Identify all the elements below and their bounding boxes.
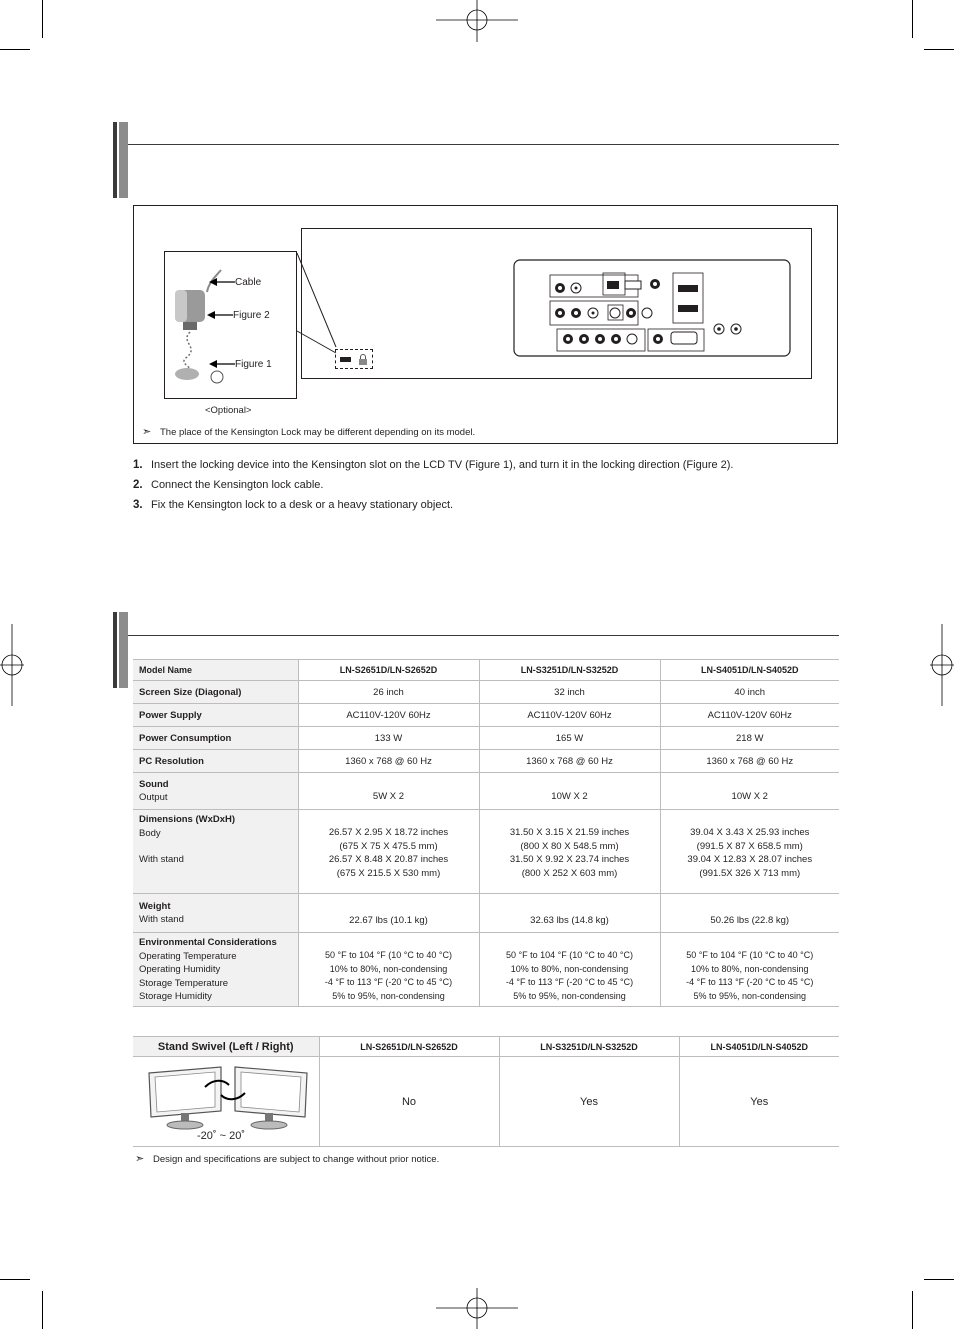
dimension-line: (675 X 75 X 475.5 mm) bbox=[339, 840, 438, 852]
installation-steps bbox=[133, 455, 734, 515]
table-cell: 32.63 lbs (14.8 kg) bbox=[479, 894, 660, 933]
registration-mark-top bbox=[436, 0, 518, 42]
environment-line: -4 °F to 113 °F (-20 °C to 45 °C) bbox=[686, 977, 814, 987]
environment-line: 5% to 95%, non-condensing bbox=[332, 990, 445, 1001]
step-number: 3. bbox=[133, 499, 143, 511]
dimensions-cell bbox=[479, 810, 660, 894]
table-cell: AC110V-120V 60Hz bbox=[479, 704, 660, 727]
model-column-header: LN-S2651D/LN-S2652D bbox=[298, 660, 479, 681]
dimension-line: (991.5X 326 X 713 mm) bbox=[699, 867, 801, 879]
dimension-line: 31.50 X 9.92 X 23.74 inches bbox=[509, 854, 630, 865]
dimensions-cell bbox=[298, 810, 479, 894]
step-number: 1. bbox=[133, 459, 143, 471]
dimension-line: 26.57 X 2.95 X 18.72 inches bbox=[328, 827, 449, 838]
environment-line: 10% to 80%, non-condensing bbox=[329, 963, 448, 974]
row-sublabel: Operating Temperature bbox=[139, 950, 237, 962]
tv-swivel-icon bbox=[141, 1063, 311, 1133]
note-arrow-icon: ➣ bbox=[142, 426, 152, 438]
step-number: 2. bbox=[133, 479, 143, 491]
sound-label-cell bbox=[133, 773, 298, 810]
dimension-line: (800 X 80 X 548.5 mm) bbox=[520, 840, 619, 852]
environment-line: 10% to 80%, non-condensing bbox=[510, 963, 629, 974]
model-column-header: LN-S3251D/LN-S3252D bbox=[499, 1037, 679, 1057]
row-sublabel: Body bbox=[139, 827, 161, 839]
environment-cell bbox=[298, 933, 479, 1007]
dimension-line: (800 X 252 X 603 mm) bbox=[521, 867, 618, 879]
environment-line: -4 °F to 113 °F (-20 °C to 45 °C) bbox=[505, 977, 634, 987]
kensington-box bbox=[133, 205, 838, 444]
step-text: Insert the locking device into the Kensington slot on the LCD TV (Figure 1), and turn it in the locking direction (Figure 2). bbox=[151, 459, 734, 471]
model-column-header: LN-S2651D/LN-S2652D bbox=[319, 1037, 499, 1057]
table-header-row bbox=[133, 660, 839, 681]
row-label: Dimensions (WxDxH) bbox=[139, 814, 236, 825]
figure1-label: Figure 1 bbox=[235, 359, 272, 370]
row-label: Screen Size (Diagonal) bbox=[133, 681, 298, 704]
row-label: Sound bbox=[139, 778, 169, 790]
lock-icon bbox=[358, 353, 368, 366]
table-cell: 1360 x 768 @ 60 Hz bbox=[479, 750, 660, 773]
environment-line: 10% to 80%, non-condensing bbox=[690, 963, 809, 974]
row-label: Power Supply bbox=[133, 704, 298, 727]
section-bar-kensington bbox=[113, 122, 128, 198]
table-cell: AC110V-120V 60Hz bbox=[298, 704, 479, 727]
dimension-line: (991.5 X 87 X 658.5 mm) bbox=[696, 840, 803, 852]
kensington-lock-illustration bbox=[165, 252, 296, 398]
swivel-illustration-cell bbox=[133, 1057, 319, 1147]
dimensions-label-cell bbox=[133, 810, 298, 894]
row-sublabel: Operating Humidity bbox=[139, 964, 221, 975]
table-row bbox=[133, 681, 839, 704]
step-text: Connect the Kensington lock cable. bbox=[151, 479, 324, 491]
swivel-label: Stand Swivel (Left / Right) bbox=[133, 1037, 319, 1057]
row-sublabel: Storage Temperature bbox=[139, 977, 229, 989]
table-cell: 40 inch bbox=[660, 681, 839, 704]
section-bar-specifications bbox=[113, 612, 128, 688]
table-cell: 218 W bbox=[660, 727, 839, 750]
table-row-sound bbox=[133, 773, 839, 810]
section-rule-specifications bbox=[128, 635, 839, 636]
table-row bbox=[133, 727, 839, 750]
row-label: PC Resolution bbox=[133, 750, 298, 773]
table-cell: 10W X 2 bbox=[660, 773, 839, 810]
table-row-environment bbox=[133, 933, 839, 1007]
step-item bbox=[133, 455, 734, 475]
lock-diagram-box bbox=[164, 251, 297, 399]
swivel-header-row bbox=[133, 1037, 839, 1057]
environment-label-cell bbox=[133, 933, 298, 1007]
environment-line: 50 °F to 104 °F (10 °C to 40 °C) bbox=[686, 950, 814, 960]
table-cell: 1360 x 768 @ 60 Hz bbox=[660, 750, 839, 773]
table-cell: 50.26 lbs (22.8 kg) bbox=[660, 894, 839, 933]
kensington-note: The place of the Kensington Lock may be different depending on its model. bbox=[160, 427, 476, 438]
table-cell: 22.67 lbs (10.1 kg) bbox=[298, 894, 479, 933]
row-label: Power Consumption bbox=[133, 727, 298, 750]
table-cell: 5W X 2 bbox=[298, 773, 479, 810]
registration-mark-bottom bbox=[436, 1288, 518, 1329]
table-cell: 1360 x 768 @ 60 Hz bbox=[298, 750, 479, 773]
model-name-label: Model Name bbox=[133, 660, 298, 681]
figure1-arrow-icon bbox=[209, 359, 235, 369]
row-label: Weight bbox=[139, 900, 171, 912]
stand-swivel-table bbox=[133, 1036, 839, 1147]
environment-cell bbox=[479, 933, 660, 1007]
dimension-line: 39.04 X 12.83 X 28.07 inches bbox=[687, 854, 813, 865]
swivel-value: Yes bbox=[499, 1057, 679, 1147]
table-cell: 26 inch bbox=[298, 681, 479, 704]
kensington-slot-icon bbox=[340, 357, 351, 362]
dimension-line: 31.50 X 3.15 X 21.59 inches bbox=[509, 827, 630, 838]
step-text: Fix the Kensington lock to a desk or a heavy stationary object. bbox=[151, 499, 454, 511]
row-sublabel: With stand bbox=[139, 854, 184, 865]
dimension-line: 39.04 X 3.43 X 25.93 inches bbox=[690, 827, 810, 838]
swivel-row bbox=[133, 1057, 839, 1147]
figure2-label: Figure 2 bbox=[233, 310, 270, 321]
table-cell: AC110V-120V 60Hz bbox=[660, 704, 839, 727]
optional-label: <Optional> bbox=[205, 405, 252, 416]
environment-cell bbox=[660, 933, 839, 1007]
dimension-line: 26.57 X 8.48 X 20.87 inches bbox=[328, 854, 449, 865]
table-cell: 32 inch bbox=[479, 681, 660, 704]
environment-line: 5% to 95%, non-condensing bbox=[693, 990, 807, 1001]
environment-line: 50 °F to 104 °F (10 °C to 40 °C) bbox=[325, 950, 452, 960]
section-rule-kensington bbox=[128, 144, 839, 145]
footnote-text: Design and specifications are subject to change without prior notice. bbox=[153, 1154, 440, 1165]
model-column-header: LN-S4051D/LN-S4052D bbox=[679, 1037, 839, 1057]
table-row bbox=[133, 750, 839, 773]
table-row-dimensions bbox=[133, 810, 839, 894]
swivel-angle-label: -20˚ ~ 20˚ bbox=[197, 1130, 245, 1142]
model-column-header: LN-S4051D/LN-S4052D bbox=[660, 660, 839, 681]
table-row-weight bbox=[133, 894, 839, 933]
figure2-arrow-icon bbox=[207, 310, 233, 320]
swivel-value: Yes bbox=[679, 1057, 839, 1147]
av-connector-panel bbox=[513, 259, 792, 357]
cable-arrow-icon bbox=[209, 277, 235, 287]
table-row bbox=[133, 704, 839, 727]
weight-label-cell bbox=[133, 894, 298, 933]
environment-line: 50 °F to 104 °F (10 °C to 40 °C) bbox=[506, 950, 633, 960]
registration-mark-right bbox=[930, 624, 954, 706]
table-cell: 165 W bbox=[479, 727, 660, 750]
environment-line: 5% to 95%, non-condensing bbox=[513, 990, 626, 1001]
model-column-header: LN-S3251D/LN-S3252D bbox=[479, 660, 660, 681]
environment-line: -4 °F to 113 °F (-20 °C to 45 °C) bbox=[324, 977, 453, 987]
dimension-line: (675 X 215.5 X 530 mm) bbox=[336, 867, 441, 879]
kensington-slot-highlight bbox=[335, 349, 373, 369]
footnote-arrow-icon: ➣ bbox=[135, 1153, 145, 1165]
table-cell: 133 W bbox=[298, 727, 479, 750]
row-label: Environmental Considerations bbox=[139, 937, 277, 948]
step-item bbox=[133, 495, 734, 515]
step-item bbox=[133, 475, 734, 495]
table-cell: 10W X 2 bbox=[479, 773, 660, 810]
specifications-table bbox=[133, 659, 839, 1007]
row-sublabel: Output bbox=[139, 792, 168, 803]
dimensions-cell bbox=[660, 810, 839, 894]
row-sublabel: With stand bbox=[139, 914, 184, 925]
cable-label: Cable bbox=[235, 277, 262, 288]
tv-back-panel-box bbox=[301, 228, 812, 379]
row-sublabel: Storage Humidity bbox=[139, 991, 212, 1002]
registration-mark-left bbox=[0, 624, 24, 706]
swivel-value: No bbox=[319, 1057, 499, 1147]
